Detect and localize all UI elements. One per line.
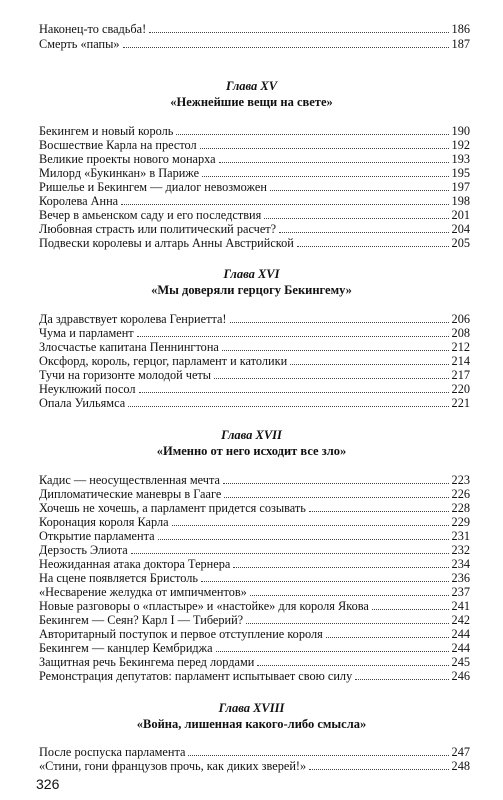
entry-page: 220 [451,382,470,396]
toc-entry [39,124,470,138]
entry-title: Королева Анна [39,194,119,208]
toc-entry [39,368,470,382]
entry-title: Новые разговоры о «пластыре» и «настойке» для короля Якова [39,599,369,613]
entry-page: 187 [451,37,470,51]
entry-page: 206 [451,312,470,326]
dot-leader [264,209,448,219]
entry-page: 247 [451,745,470,759]
toc-entry [39,501,470,515]
entry-page: 241 [451,599,470,613]
entry-page: 228 [451,501,470,515]
entry-page: 234 [451,557,470,571]
entry-title: Бекингем — Сеян? Карл I — Тиберий? [39,613,244,627]
toc-entry [39,152,470,166]
entry-title: После роспуска парламента [39,745,186,759]
entry-title: Милорд «Букинкан» в Париже [39,166,200,180]
dot-leader [219,153,449,163]
toc-entry [39,396,470,410]
entry-title: Восшествие Карла на престол [39,138,197,152]
toc-entry [39,487,470,501]
toc-entry [39,208,470,222]
dot-leader [223,474,449,484]
entry-page: 201 [451,208,470,222]
dot-leader [270,181,449,191]
toc-entry [39,354,470,368]
entry-title: Кадис — неосуществленная мечта [39,473,220,487]
toc-entry [39,180,470,194]
toc-entry [39,222,470,236]
entry-title: Великие проекты нового монарха [39,152,216,166]
dot-leader [222,341,449,351]
toc-entry [39,557,470,571]
toc-entry [39,641,470,655]
entry-page: 208 [451,326,470,340]
chapter-heading: Глава XVIII [218,701,285,715]
toc-entry [39,326,470,340]
entry-title: Бекингем — канцлер Кембриджа [39,641,213,655]
toc-entry [39,37,470,51]
toc-entry [39,543,470,557]
toc-entry [39,571,470,585]
entry-page: 198 [451,194,470,208]
entry-page: 214 [451,354,470,368]
toc-entry [39,194,470,208]
entry-title: Хочешь не хочешь, а парламент придется созывать [39,501,306,515]
chapter-subtitle: «Мы доверяли герцогу Бекингему» [151,283,352,297]
toc-entry [39,529,470,543]
entry-page: 193 [451,152,470,166]
toc-entry [39,655,470,669]
toc-entry [39,312,470,326]
toc-entry [39,627,470,641]
entry-title: Неожиданная атака доктора Тернера [39,557,231,571]
dot-leader [309,502,449,512]
entry-page: 237 [451,585,470,599]
entry-title: Дерзость Элиота [39,543,128,557]
dot-leader [201,572,449,582]
chapter-heading: Глава XVII [221,428,282,442]
entry-page: 232 [451,543,470,557]
entry-title: Смерть «папы» [39,37,120,51]
entry-title: На сцене появляется Бристоль [39,571,198,585]
entry-title: Подвески королевы и алтарь Анны Австрийской [39,236,294,250]
dot-leader [290,355,448,365]
chapter-subtitle: «Именно от него исходит все зло» [156,444,347,458]
toc-entry [39,759,470,773]
dot-leader [216,642,449,652]
toc-entry [39,613,470,627]
entry-page: 195 [451,166,470,180]
entry-title: Да здравствует королева Генриетта! [39,312,227,326]
entry-page: 244 [451,641,470,655]
entry-page: 226 [451,487,470,501]
entry-page: 205 [451,236,470,250]
entry-page: 223 [451,473,470,487]
dot-leader [309,760,448,770]
entry-title: Открытие парламента [39,529,155,543]
dot-leader [297,237,449,247]
entry-title: Бекингем и новый король [39,124,174,138]
entry-title: Дипломатические маневры в Гааге [39,487,222,501]
entry-title: Неуклюжий посол [39,382,136,396]
toc-entry [39,166,470,180]
dot-leader [250,586,449,596]
entry-page: 192 [451,138,470,152]
dot-leader [200,139,449,149]
page-number: 326 [36,776,60,792]
chapter-subtitle: «Война, лишенная какого-либо смысла» [136,717,367,731]
entry-page: 197 [451,180,470,194]
entry-page: 236 [451,571,470,585]
toc-entry [39,515,470,529]
toc-entry [39,382,470,396]
entry-page: 229 [451,515,470,529]
toc-entry [39,236,470,250]
dot-leader [139,383,449,393]
chapter-heading: Глава XVI [223,267,280,281]
entry-page: 245 [451,655,470,669]
entry-page: 231 [451,529,470,543]
entry-page: 246 [451,669,470,683]
entry-page: 244 [451,627,470,641]
dot-leader [131,544,449,554]
entry-title: Тучи на горизонте молодой четы [39,368,212,382]
entry-title: Опала Уильямса [39,396,126,410]
entry-page: 248 [451,759,470,773]
dot-leader [176,125,448,135]
entry-page: 242 [451,613,470,627]
dot-leader [128,397,448,407]
entry-page: 186 [451,22,470,36]
entry-title: Авторитарный поступок и первое отступление короля [39,627,323,641]
entry-title: «Стини, гони французов прочь, как диких зверей!» [39,759,307,773]
dot-leader [149,23,448,33]
dot-leader [172,516,449,526]
toc-entry [39,585,470,599]
entry-page: 204 [451,222,470,236]
toc-entry [39,669,470,683]
dot-leader [279,223,448,233]
entry-title: Ремонстрация депутатов: парламент испытывает свою силу [39,669,353,683]
chapter-subtitle: «Нежнейшие вещи на свете» [170,95,333,109]
entry-page: 221 [451,396,470,410]
entry-title: Вечер в амьенском саду и его последствия [39,208,262,222]
dot-leader [230,313,449,323]
dot-leader [355,670,448,680]
dot-leader [372,600,449,610]
entry-page: 190 [451,124,470,138]
entry-title: Ришелье и Бекингем — диалог невозможен [39,180,267,194]
entry-title: Чума и парламент [39,326,134,340]
chapter-heading: Глава XV [225,79,278,93]
dot-leader [137,327,449,337]
dot-leader [214,369,448,379]
entry-title: «Несварение желудка от импичментов» [39,585,247,599]
dot-leader [257,656,448,666]
entry-title: Коронация короля Карла [39,515,169,529]
toc-entry [39,473,470,487]
toc-entry [39,599,470,613]
entry-title: Наконец-то свадьба! [39,22,147,36]
entry-page: 212 [451,340,470,354]
dot-leader [202,167,448,177]
entry-title: Злосчастье капитана Пеннингтона [39,340,219,354]
dot-leader [326,628,449,638]
dot-leader [233,558,448,568]
entry-title: Защитная речь Бекингема перед лордами [39,655,255,669]
toc-entry [39,22,470,36]
dot-leader [224,488,448,498]
toc-entry [39,138,470,152]
dot-leader [121,195,448,205]
entry-title: Оксфорд, король, герцог, парламент и католики [39,354,288,368]
dot-leader [246,614,448,624]
toc-entry [39,745,470,759]
entry-title: Любовная страсть или политический расчет? [39,222,277,236]
toc-entry [39,340,470,354]
entry-page: 217 [451,368,470,382]
dot-leader [123,38,449,48]
dot-leader [158,530,449,540]
dot-leader [188,746,448,756]
